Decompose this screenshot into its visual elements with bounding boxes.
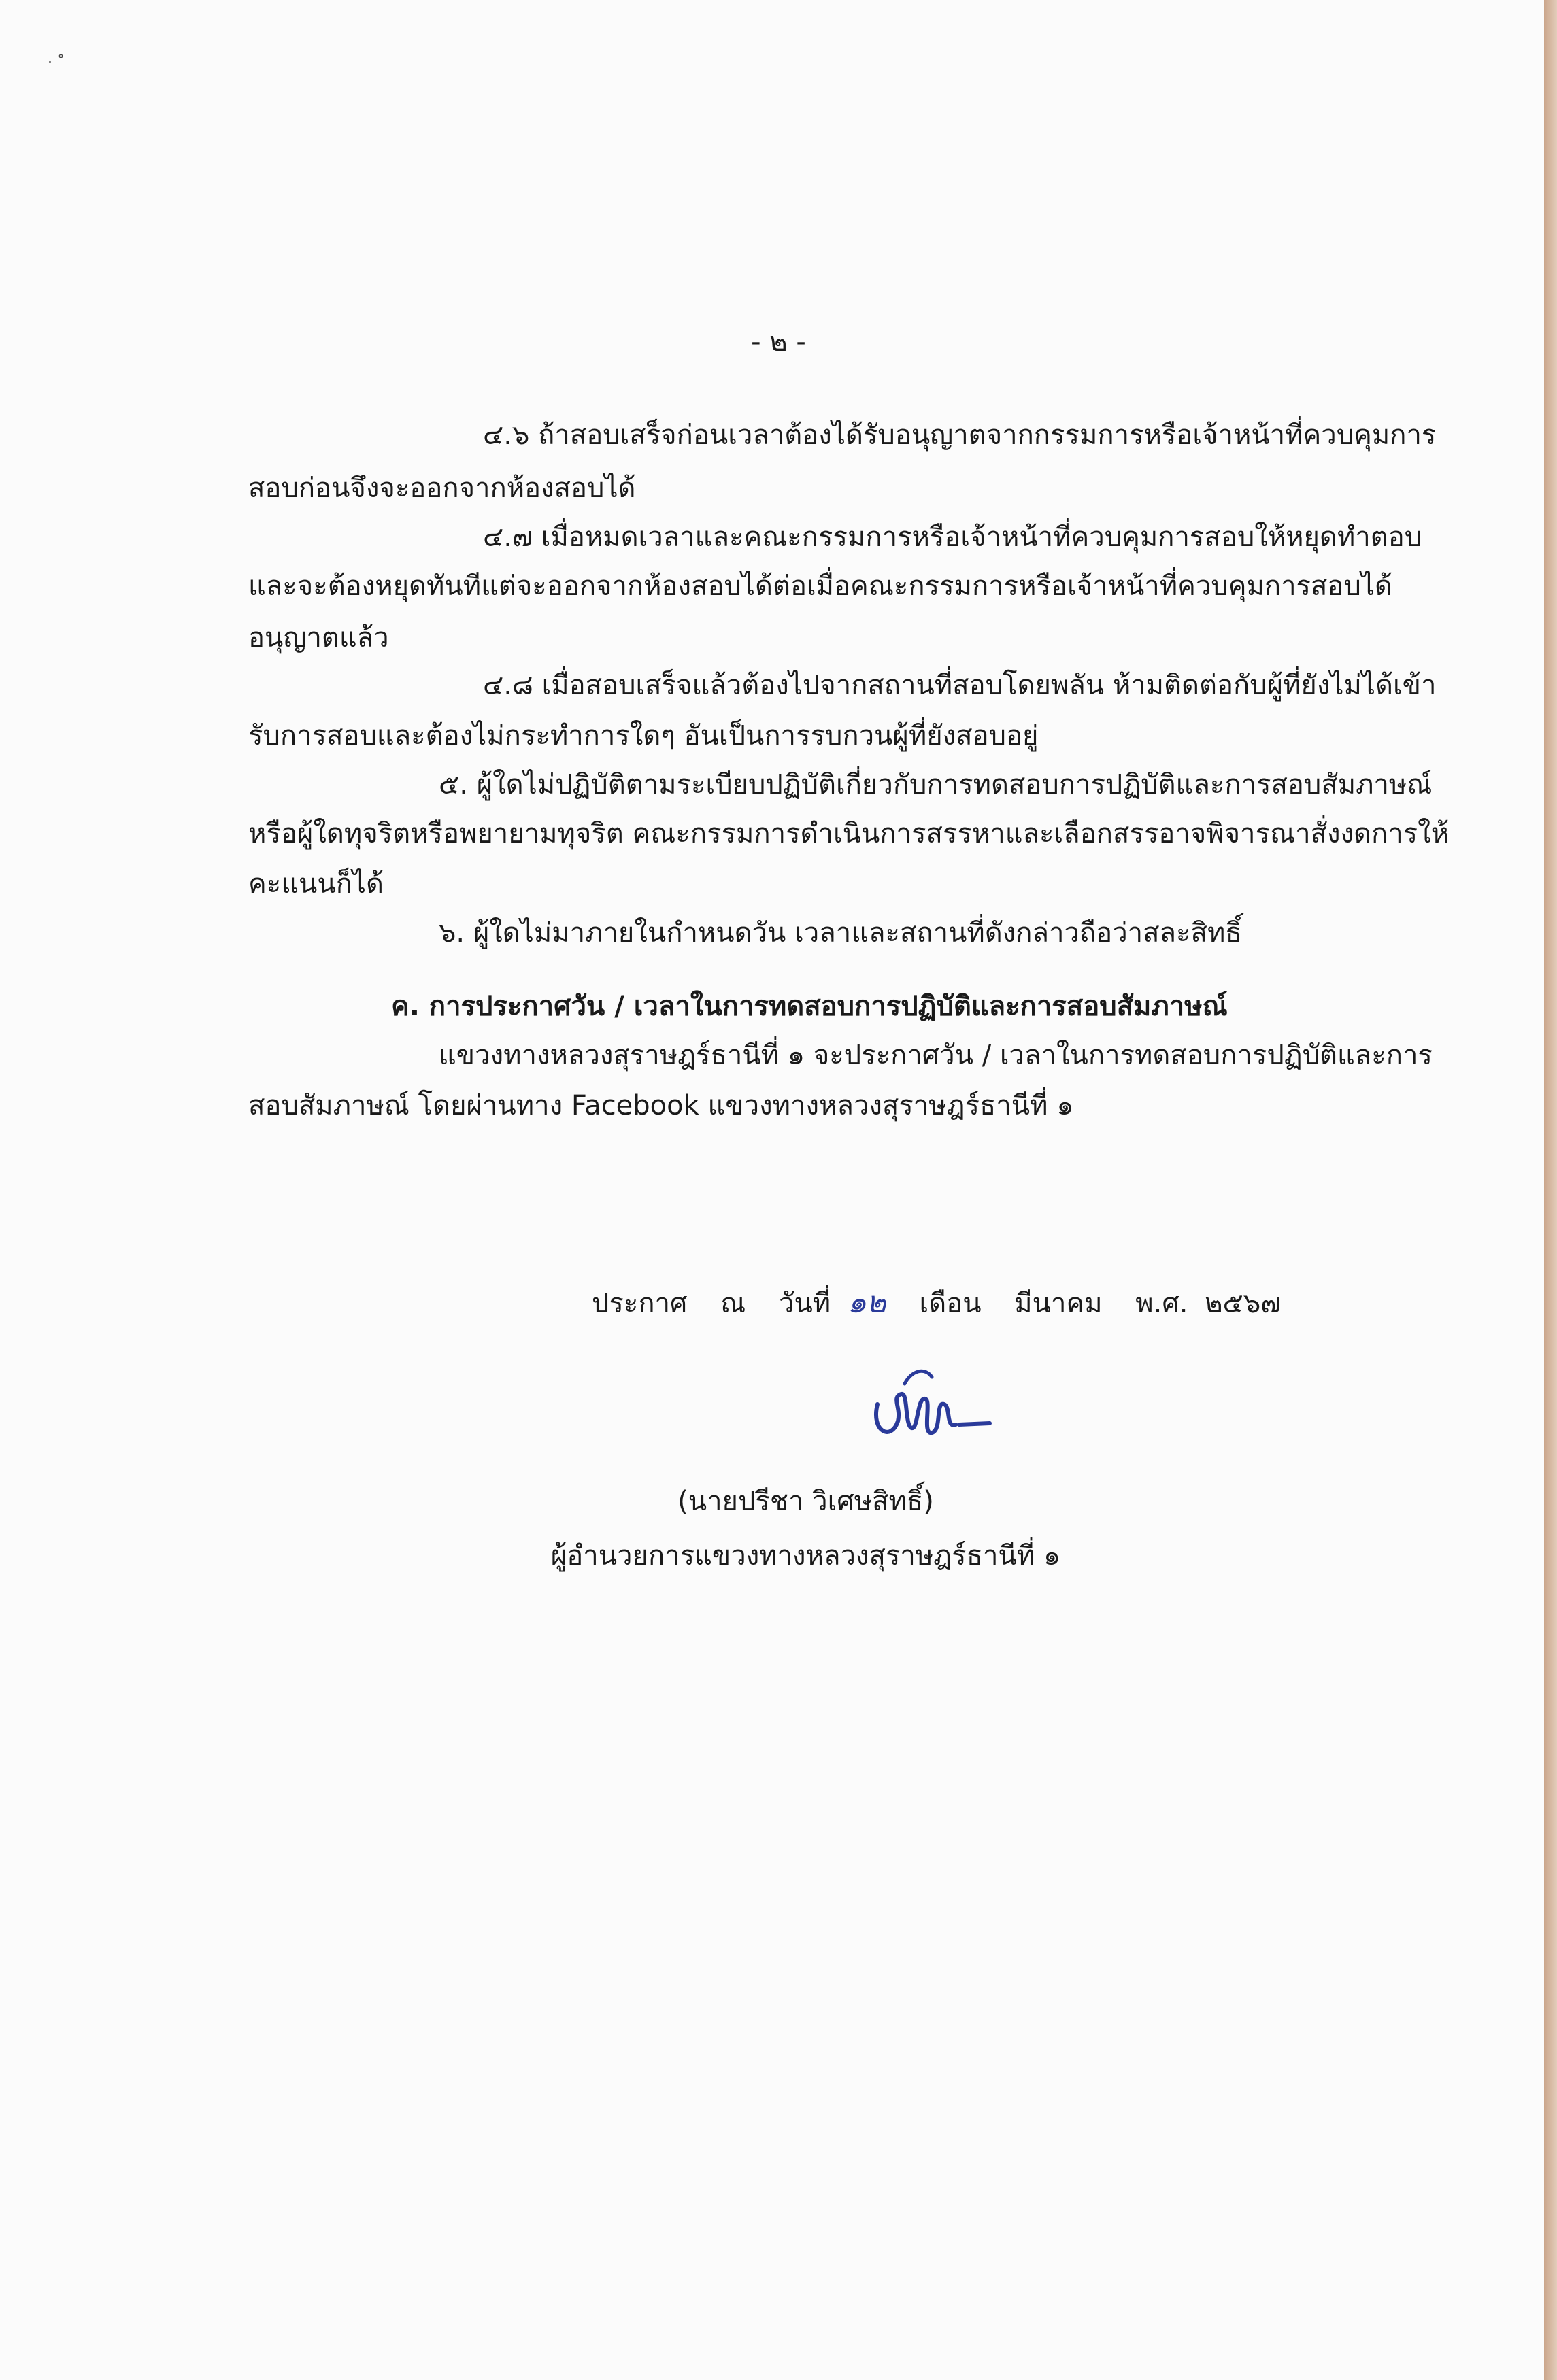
item-6-line: ๖. ผู้ใดไม่มาภายในกำหนดวัน เวลาและสถานที่ดังกล่าวถือว่าสละสิทธิ์ (439, 917, 1242, 949)
signer-name: (นายปรีชา วิเศษสิทธิ์) (677, 1486, 934, 1517)
item-4-8-line-2: รับการสอบและต้องไม่กระทำการใดๆ อันเป็นการรบกวนผู้ที่ยังสอบอยู่ (248, 720, 1039, 751)
proclamation-year-label: พ.ศ. (1135, 1288, 1188, 1319)
item-5-line-1: ๕. ผู้ใดไม่ปฏิบัติตามระเบียบปฏิบัติเกี่ยวกับการทดสอบการปฏิบัติและการสอบสัมภาษณ์ (439, 769, 1433, 800)
item-4-6-line-2: สอบก่อนจึงจะออกจากห้องสอบได้ (248, 473, 636, 504)
section-c-line-1: แขวงทางหลวงสุราษฎร์ธานีที่ ๑ จะประกาศวัน / เวลาในการทดสอบการปฏิบัติและการ (439, 1040, 1433, 1071)
signer-title: ผู้อำนวยการแขวงทางหลวงสุราษฎร์ธานีที่ ๑ (550, 1540, 1061, 1571)
item-5-line-2: หรือผู้ใดทุจริตหรือพยายามทุจริต คณะกรรมการดำเนินการสรรหาและเลือกสรรอาจพิจารณาสั่งงดการให้ (248, 818, 1450, 849)
page-number: - ๒ - (751, 326, 806, 358)
proclamation-day: ๑๒ (847, 1285, 886, 1320)
proclamation-line (592, 1278, 1305, 1326)
proclamation-year: ๒๕๖๗ (1205, 1288, 1282, 1319)
scan-specks: · ˚ (48, 54, 65, 71)
proclamation-label: ประกาศ (592, 1288, 688, 1319)
item-4-7-line-1: ๔.๗ เมื่อหมดเวลาและคณะกรรมการหรือเจ้าหน้าที่ควบคุมการสอบให้หยุดทำตอบ (483, 522, 1422, 553)
section-c-heading: ค. การประกาศวัน / เวลาในการทดสอบการปฏิบัติและการสอบสัมภาษณ์ (391, 991, 1228, 1022)
section-c-line-2: สอบสัมภาษณ์ โดยผ่านทาง Facebook แขวงทางหลวงสุราษฎร์ธานีที่ ๑ (248, 1090, 1074, 1121)
item-4-8-line-1: ๔.๘ เมื่อสอบเสร็จแล้วต้องไปจากสถานที่สอบโดยพลัน ห้ามติดต่อกับผู้ที่ยังไม่ได้เข้า (483, 670, 1437, 701)
item-4-7-line-3: อนุญาตแล้ว (248, 622, 389, 653)
proclamation-month: มีนาคม (1014, 1288, 1103, 1319)
proclamation-day-label: วันที่ (778, 1288, 831, 1319)
item-5-line-3: คะแนนก็ได้ (248, 868, 384, 900)
handwritten-signature (864, 1357, 993, 1452)
item-4-7-line-2: และจะต้องหยุดทันทีแต่จะออกจากห้องสอบได้ต่อเมื่อคณะกรรมการหรือเจ้าหน้าที่ควบคุมการสอบได้ (248, 571, 1392, 602)
proclamation-month-label: เดือน (919, 1288, 982, 1319)
item-4-6-line-1: ๔.๖ ถ้าสอบเสร็จก่อนเวลาต้องได้รับอนุญาตจากกรรมการหรือเจ้าหน้าที่ควบคุมการ (483, 420, 1437, 451)
proclamation-at: ณ (720, 1288, 746, 1319)
